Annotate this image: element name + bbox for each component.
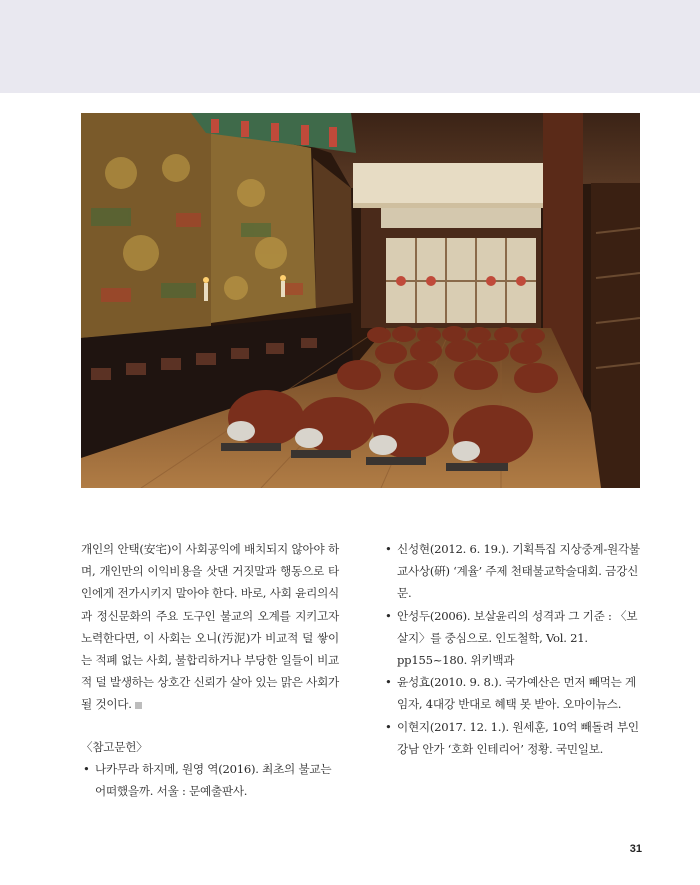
bullet: •	[385, 675, 392, 690]
reference-item: • 안성두(2006). 보살윤리의 성격과 그 기준 : 〈보살지〉를 중심으로. 인도철학, Vol. 21. pp155~180. 위키백과	[383, 605, 641, 672]
references-heading: 〈참고문헌〉	[81, 739, 148, 754]
end-mark	[135, 702, 142, 709]
references-list-right	[383, 538, 641, 760]
right-column	[383, 538, 641, 760]
left-column	[81, 538, 339, 802]
reference-item: • 이현지(2017. 12. 1.). 원세훈, 10억 빼돌려 부인 강남 안가 ‘호화 인테리어’ 정황. 국민일보.	[383, 716, 641, 760]
page-number: 31	[629, 843, 642, 855]
temple-photo	[81, 113, 640, 488]
bullet: •	[83, 761, 90, 776]
bullet: •	[385, 542, 392, 556]
reference-item: • 윤성효(2010. 9. 8.). 국가예산은 먼저 빼먹는 게 임자, 4대강 반대로 혜택 못 받아. 오마이뉴스.	[383, 671, 641, 715]
body-paragraph: 개인의 안택(安宅)이 사회공익에 배치되지 않아야 하며, 개인만의 이익비용을 삿댄 거짓말과 행동으로 타인에게 전가시키지 말아야 한다. 바로, 사회 윤리의식과 정신문화의 주요 도구인 불교의 오계를 지키고자 노력한다면, 이 사회는 오니(汚泥)가 비교적 덜 쌓이는 적폐 없는 사회, 불합리하거나 부당한 일들이 비교적 덜 발생하는 상호간 신뢰가 살아 있는 맑은 사회가 될 것이다.	[81, 542, 339, 712]
bullet: •	[385, 719, 392, 734]
references-list-left	[81, 758, 339, 802]
bullet: •	[385, 608, 392, 623]
header-band	[0, 0, 700, 93]
reference-item: • 나카무라 하지메, 원영 역(2016). 최초의 불교는 어떠했을까. 서울 : 문예출판사.	[81, 758, 339, 802]
reference-item: • 신성현(2012. 6. 19.). 기획특집 지상중계-원각불교사상(硏) ‘계율’ 주제 천태불교학술대회. 금강신문.	[383, 538, 641, 605]
